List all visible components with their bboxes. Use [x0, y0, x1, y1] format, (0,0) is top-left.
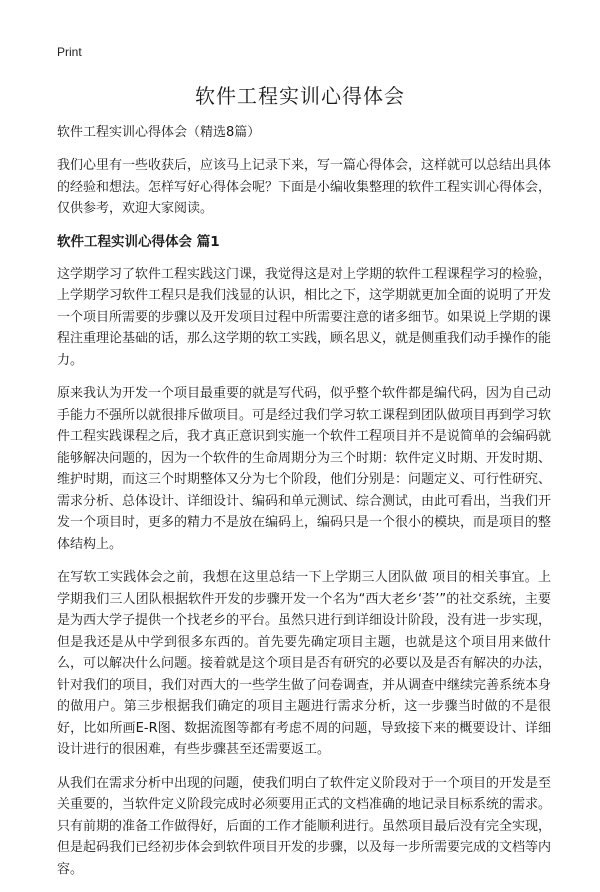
body-paragraph-4: 从我们在需求分析中出现的问题，使我们明白了软件定义阶段对于一个项目的开发是至关重要的，当软件定义阶段完成时必须要用正式的文档准确的地记录目标系统的需求。只有前期的准备工作做得好，后面的工作才能顺利进行。虽然项目最后没有完全实现，但是起码我们已经初步体会到软件项目开发的步骤，以及每一步所需要完成的文档等内容。 [57, 775, 552, 877]
section-heading: 软件工程实训心得体会 篇1 [57, 233, 220, 250]
body-paragraph-2: 原来我认为开发一个项目最重要的就是写代码，似乎整个软件都是编代码，因为自己动手能力不强所以就很排斥做项目。可是经过我们学习软工课程到团队做项目再到学习软件工程实践课程之后，我才真正意识到实施一个软件工程项目并不是说简单的会编码就能够解决问题的，因为一个软件的生命周期分为三个时期：软件定义时期、开发时期、维护时期，而这三个时期整体又分为七个阶段，他们分别是：问题定义、可行性研究、需求分析、总体设计、详细设计、编码和单元测试、综合测试，由此可看出，当我们开发一个项目时，更多的精力不是放在编码上，编码只是一个很小的模块，而是项目的整体结构上。 [57, 386, 552, 552]
body-paragraph-1: 这学期学习了软件工程实践这门课，我觉得这是对上学期的软件工程课程学习的检验，上学期学习软件工程只是我们浅显的认识，相比之下，这学期就更加全面的说明了开发一个项目所需要的步骤以及开发项目过程中所需要注意的诸多细节。如果说上学期的课程注重理论基础的话，那么这学期的软工实践，顾名思义，就是侧重我们动手操作的能力。 [57, 266, 552, 368]
body-paragraph-3: 在写软工实践体会之前，我想在这里总结一下上学期三人团队做 项目的相关事宜。上学期我们三人团队根据软件开发的步骤开发一个名为“西大老乡‘荟’”的社交系统，主要是为西大学子提供一个找老乡的平台。虽然只进行到详细设计阶段，没有进一步实现，但是我还是从中学到很多东西的。首先要先确定项目主题，也就是这个项目用来做什么，可以解决什么问题。接着就是这个项目是否有研究的必要以及是否有解决的办法，针对我们的项目，我们对西大的一些学生做了问卷调查，并从调查中继续完善系统本身的做用户。第三步根据我们确定的项目主题进行需求分析，这一步骤当时做的不是很好，比如所画E-R图、数据流图等都有考虑不周的问题，导致接下来的概要设计、详细设计进行的很困难，有些步骤甚至还需要返工。 [57, 570, 552, 757]
document-subtitle: 软件工程实训心得体会（精选8篇） [57, 125, 261, 140]
intro-paragraph: 我们心里有一些收获后，应该马上记录下来，写一篇心得体会，这样就可以总结出具体的经验和想法。怎样写好心得体会呢？下面是小编收集整理的软件工程实训心得体会，仅供参考，欢迎大家阅读。 [57, 158, 552, 216]
page-title: 软件工程实训心得体会 [195, 84, 405, 108]
print-link[interactable]: Print [57, 45, 82, 59]
document-body [57, 122, 551, 892]
